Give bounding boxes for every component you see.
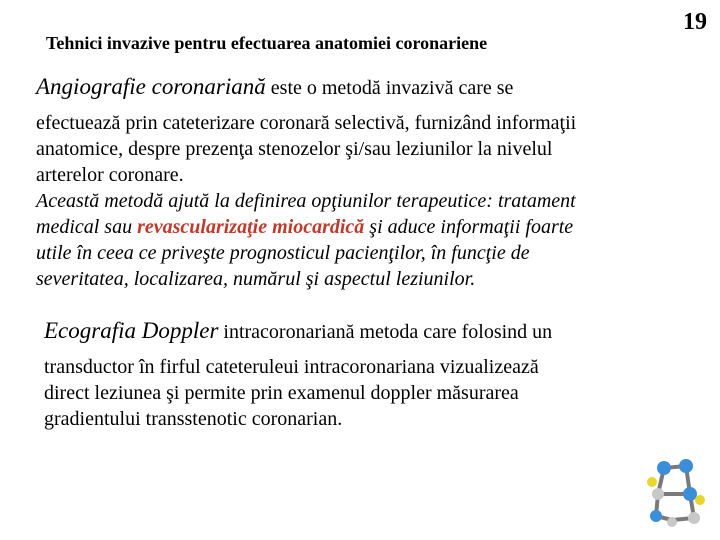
doppler-paragraph — [44, 354, 684, 432]
highlight-term: revascularizaţie miocardică — [137, 216, 365, 238]
angiography-paragraph — [36, 110, 706, 292]
doppler-term: Ecografia Doppler — [44, 318, 219, 343]
doppler-term-rest: intracoronariană metoda care folosind un — [218, 321, 553, 343]
text-line: transductor în firful cateteruleui intracoronariana vizualizează — [44, 356, 539, 378]
angiography-heading — [36, 74, 513, 100]
italic-line: Această metodă ajută la definirea opţiunilor terapeutice: tratament — [36, 190, 576, 212]
italic-line: severitatea, localizarea, numărul şi aspectul leziunilor. — [36, 268, 476, 290]
text-line: direct leziunea şi permite prin examenul doppler măsurarea — [44, 382, 519, 404]
atom-gray — [667, 517, 677, 527]
atom-blue — [657, 461, 671, 475]
atom-yellow — [647, 477, 657, 487]
text-line: anatomice, despre prezenţa stenozelor şi/sau leziunilor la nivelul — [36, 138, 553, 160]
doppler-heading — [44, 318, 552, 344]
atom-gray — [688, 512, 700, 524]
angiography-term: Angiografie coronariană — [36, 74, 266, 99]
page-number: 19 — [683, 9, 707, 35]
text-line: efectuează prin cateterizare coronară selectivă, furnizând informaţii — [36, 112, 577, 134]
slide-title: Tehnici invazive pentru efectuarea anatomiei coronariene — [46, 33, 488, 53]
italic-text: medical sau — [36, 216, 138, 238]
italic-line — [36, 214, 706, 240]
molecule-icon — [642, 458, 708, 532]
atom-yellow — [695, 495, 705, 505]
atom-blue — [650, 510, 662, 522]
text-line: gradientului transstenotic coronarian. — [44, 408, 343, 430]
italic-line: utile în ceea ce priveşte prognosticul pacienţilor, în funcţie de — [36, 242, 530, 264]
angiography-term-rest: este o metodă invazivă care se — [265, 77, 514, 99]
atom-gray — [652, 488, 664, 500]
italic-text: şi aduce informaţii foarte — [364, 216, 574, 238]
atom-blue — [683, 487, 697, 501]
atom-blue — [679, 459, 693, 473]
text-line: arterelor coronare. — [36, 164, 184, 186]
